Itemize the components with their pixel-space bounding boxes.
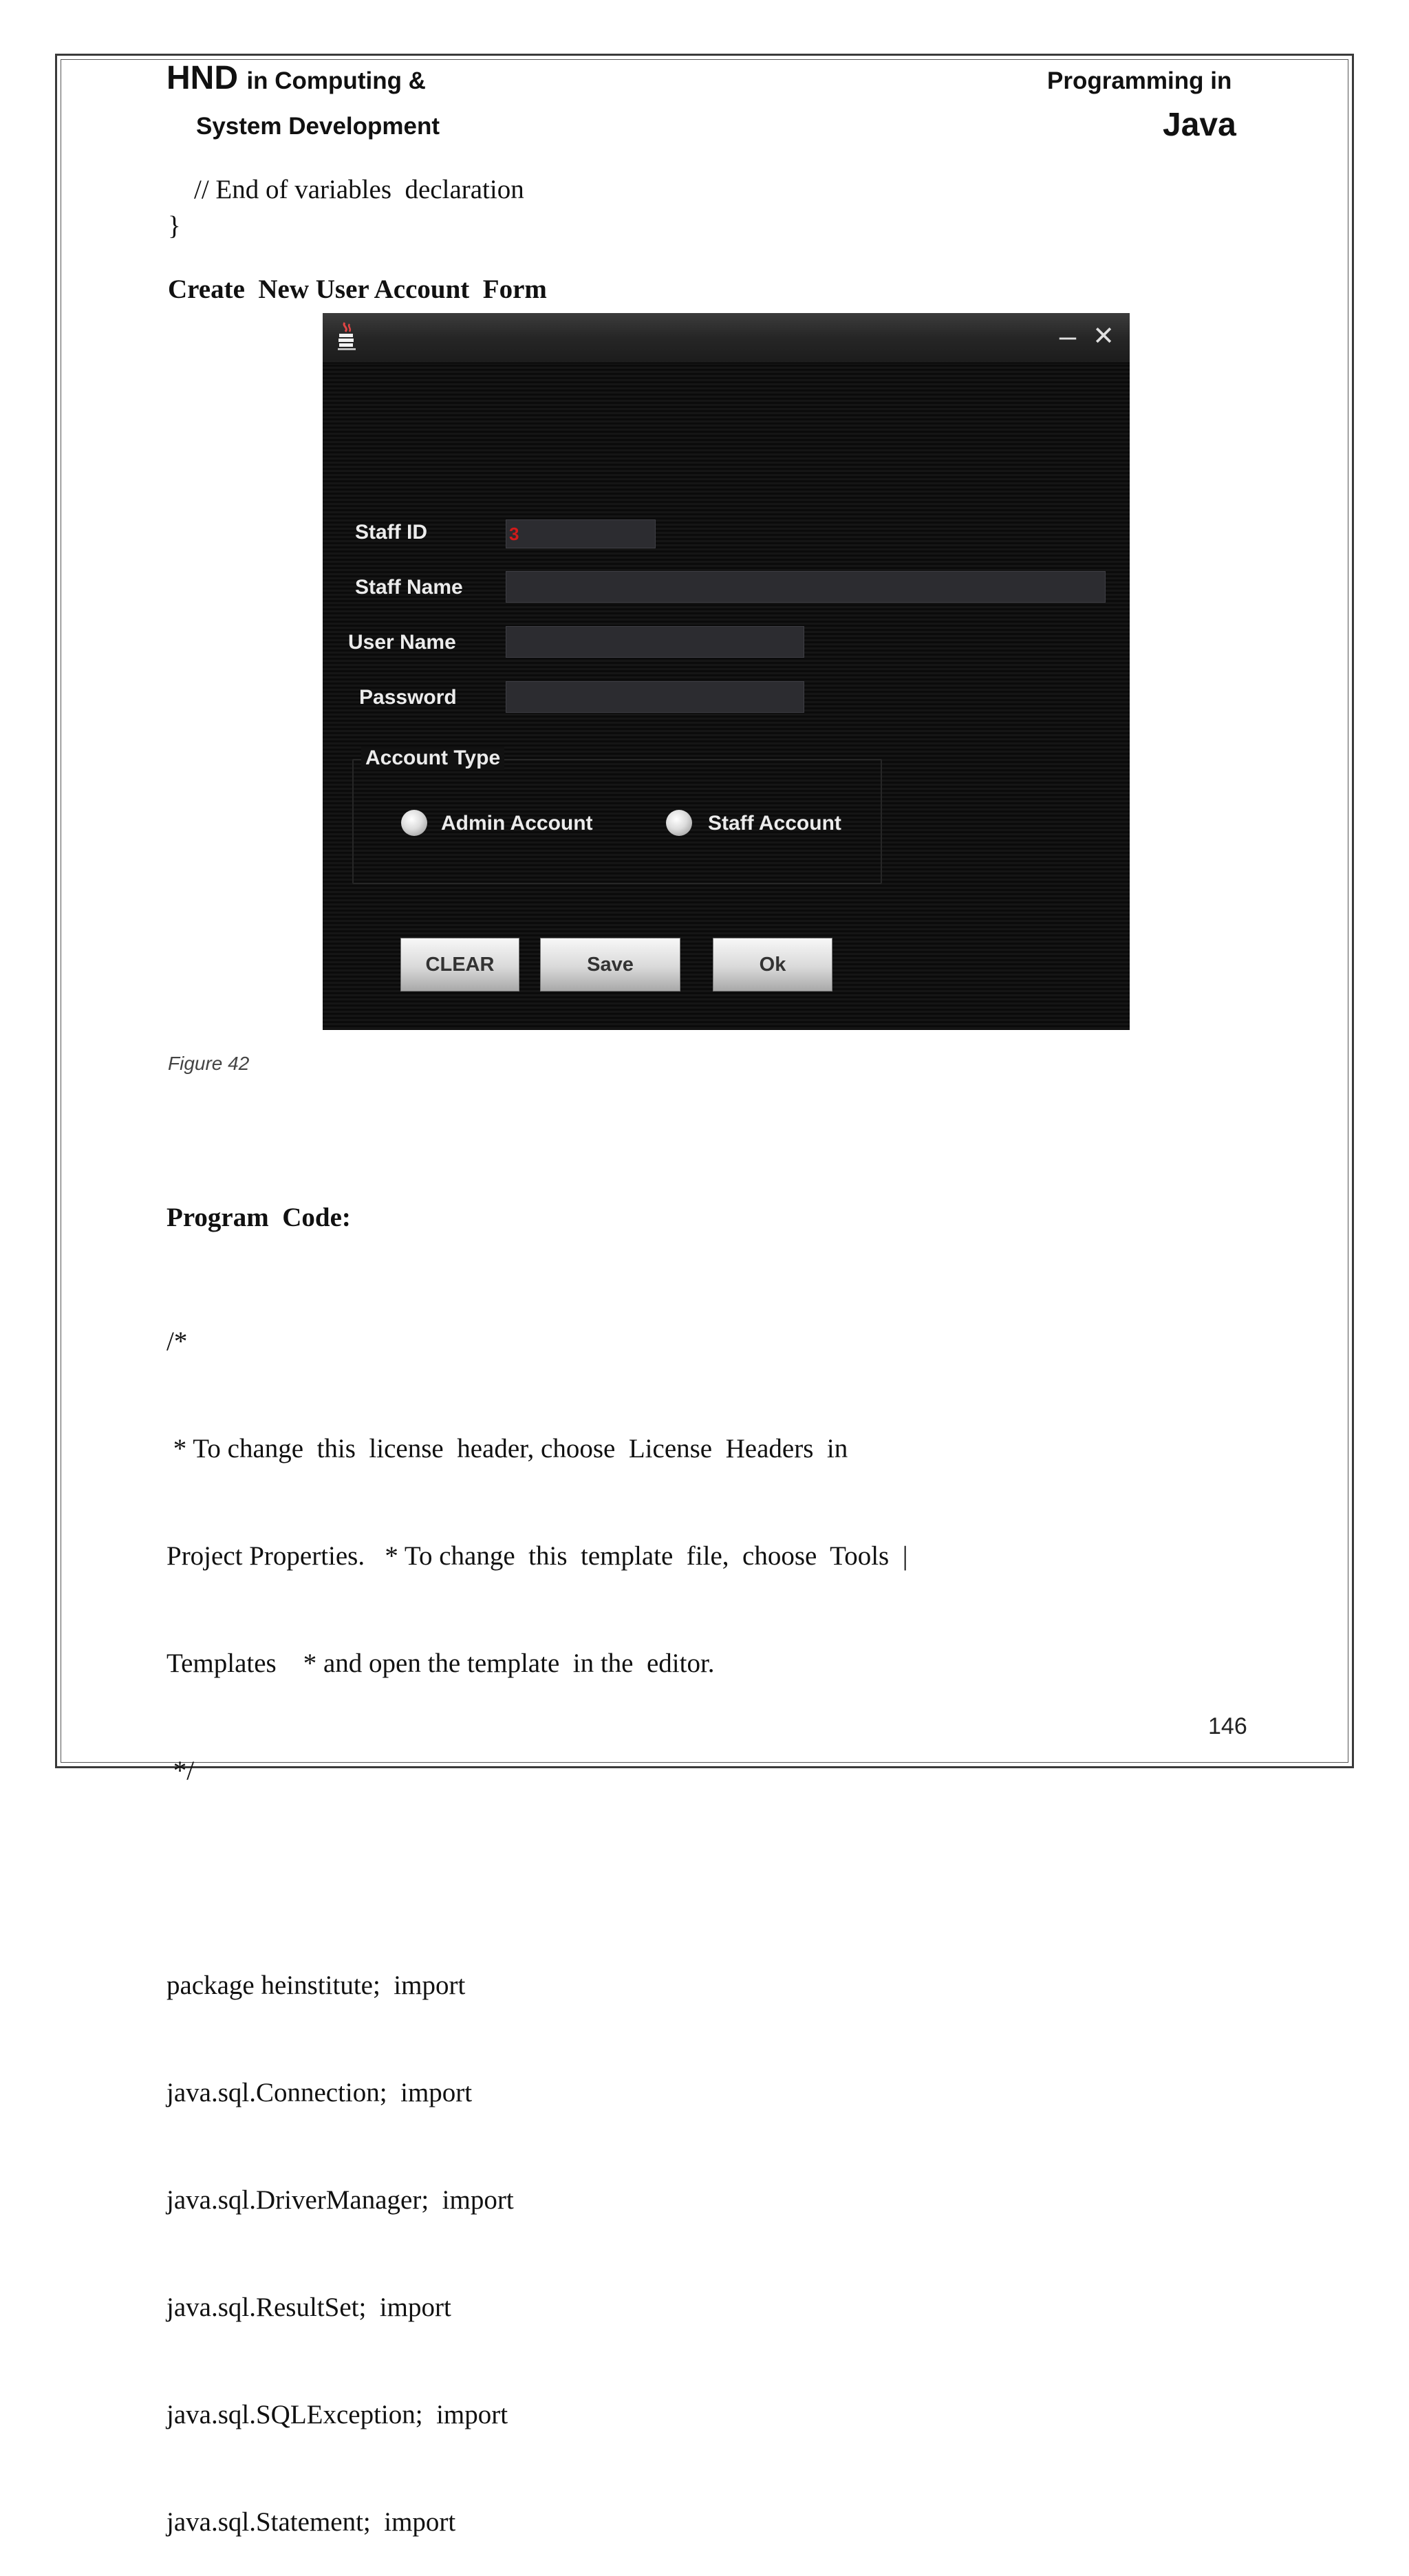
- user-name-field[interactable]: [506, 626, 804, 658]
- code-block: [166, 1252, 908, 2576]
- page-number: 146: [1208, 1713, 1247, 1739]
- code-end-variables: // End of variables declaration: [194, 175, 524, 204]
- code-line: [166, 1860, 908, 1896]
- section-title: Create New User Account Form: [168, 275, 547, 304]
- staff-name-field[interactable]: [506, 571, 1106, 603]
- header-right-line2: Java: [1163, 107, 1236, 143]
- java-cup-icon: [336, 321, 357, 352]
- password-field[interactable]: [506, 681, 804, 713]
- staff-account-label: Staff Account: [708, 812, 841, 835]
- header-hnd: HND: [166, 60, 238, 96]
- code-line: Templates * and open the template in the editor.: [166, 1649, 715, 1678]
- password-label: Password: [359, 686, 457, 709]
- header-left-line2: System Development: [196, 113, 440, 140]
- staff-id-field[interactable]: 3: [506, 519, 656, 548]
- close-button[interactable]: ✕: [1093, 322, 1115, 351]
- staff-name-label: Staff Name: [355, 576, 463, 599]
- code-line: */: [166, 1756, 195, 1785]
- user-name-label: User Name: [348, 631, 456, 654]
- code-line: java.sql.ResultSet; import: [166, 2293, 451, 2322]
- staff-account-radio[interactable]: [666, 810, 692, 836]
- code-closing-brace: }: [168, 211, 181, 241]
- code-line: java.sql.SQLException; import: [166, 2400, 508, 2429]
- program-code-heading: Program Code:: [166, 1203, 351, 1232]
- clear-button[interactable]: CLEAR: [400, 938, 519, 991]
- header-computing: in Computing &: [246, 67, 426, 94]
- code-line: java.sql.DriverManager; import: [166, 2185, 514, 2215]
- code-line: Project Properties. * To change this template file, choose Tools |: [166, 1541, 908, 1571]
- save-button[interactable]: Save: [540, 938, 680, 991]
- code-line: * To change this license header, choose License Headers in: [166, 1434, 848, 1463]
- ok-button[interactable]: Ok: [713, 938, 832, 991]
- code-line: package heinstitute; import: [166, 1971, 466, 2000]
- header-right-line1: Programming in: [1047, 67, 1232, 94]
- code-line: java.sql.Connection; import: [166, 2078, 473, 2107]
- code-line: java.sql.Statement; import: [166, 2507, 456, 2537]
- staff-id-label: Staff ID: [355, 521, 427, 544]
- admin-account-label: Admin Account: [441, 812, 593, 835]
- code-line: /*: [166, 1327, 188, 1356]
- admin-account-radio[interactable]: [401, 810, 427, 836]
- minimize-button[interactable]: –: [1059, 319, 1077, 353]
- account-type-legend: Account Type: [361, 747, 504, 770]
- header-left-line1: [166, 59, 426, 97]
- window-titlebar: [323, 313, 1130, 363]
- app-window: [323, 313, 1130, 1030]
- figure-caption: Figure 42: [168, 1053, 250, 1074]
